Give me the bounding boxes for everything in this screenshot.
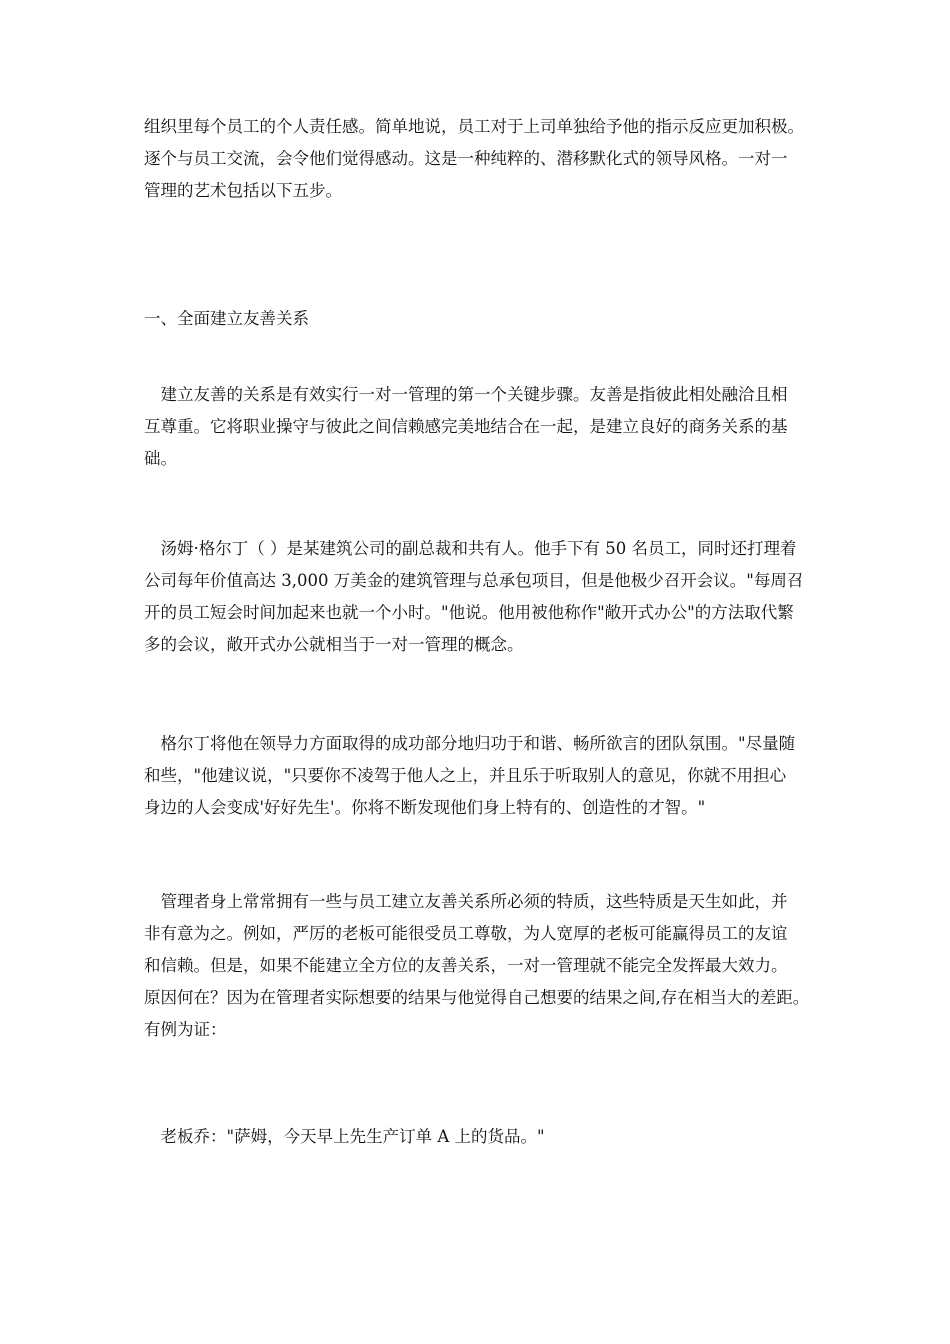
text-line: 管理者身上常常拥有一些与员工建立友善关系所必须的特质，这些特质是天生如此，并 — [144, 892, 788, 911]
text-line: 组织里每个员工的个人责任感。简单地说，员工对于上司单独给予他的指示反应更加积极。 — [144, 117, 804, 136]
text-line: 逐个与员工交流，会令他们觉得感动。这是一种纯粹的、潜移默化式的领导风格。一对一 — [144, 149, 788, 168]
text-line: 公司每年价值高达 3,000 万美金的建筑管理与总承包项目，但是他极少召开会议。"每周召 — [144, 571, 804, 590]
paragraph-5 — [144, 1121, 819, 1153]
paragraph-1 — [144, 379, 819, 475]
section-heading — [144, 303, 819, 335]
text-line: 和信赖。但是，如果不能建立全方位的友善关系，一对一管理就不能完全发挥最大效力。 — [144, 956, 788, 975]
text-line: 原因何在？因为在管理者实际想要的结果与他觉得自己想要的结果之间,存在相当大的差距。 — [144, 988, 810, 1007]
text-line: 建立友善的关系是有效实行一对一管理的第一个关键步骤。友善是指彼此相处融洽且相 — [144, 385, 788, 404]
text-line: 和些，"他建议说，"只要你不凌驾于他人之上，并且乐于听取别人的意见，你就不用担心 — [144, 766, 787, 785]
text-line: 老板乔："萨姆，今天早上先生产订单 A 上的货品。" — [144, 1127, 545, 1146]
text-line: 管理的艺术包括以下五步。 — [144, 181, 342, 200]
text-line: 多的会议，敞开式办公就相当于一对一管理的概念。 — [144, 635, 524, 654]
intro-paragraph — [144, 111, 819, 207]
text-line: 础。 — [144, 449, 177, 468]
text-line: 非有意为之。例如，严厉的老板可能很受员工尊敬，为人宽厚的老板可能赢得员工的友谊 — [144, 924, 788, 943]
text-line: 互尊重。它将职业操守与彼此之间信赖感完美地结合在一起，是建立良好的商务关系的基 — [144, 417, 788, 436]
text-line: 汤姆·格尔丁（ ）是某建筑公司的副总裁和共有人。他手下有 50 名员工，同时还打理着 — [144, 539, 797, 558]
text-line: 开的员工短会时间加起来也就一个小时。"他说。他用被他称作"敞开式办公"的方法取代繁 — [144, 603, 794, 622]
paragraph-4 — [144, 886, 819, 1046]
text-line: 格尔丁将他在领导力方面取得的成功部分地归功于和谐、畅所欲言的团队氛围。"尽量随 — [144, 734, 796, 753]
text-line: 有例为证： — [144, 1020, 227, 1039]
paragraph-2 — [144, 533, 819, 661]
heading-line: 一、全面建立友善关系 — [144, 309, 309, 328]
text-line: 身边的人会变成'好好先生'。你将不断发现他们身上特有的、创造性的才智。" — [144, 798, 706, 817]
paragraph-3 — [144, 728, 819, 824]
